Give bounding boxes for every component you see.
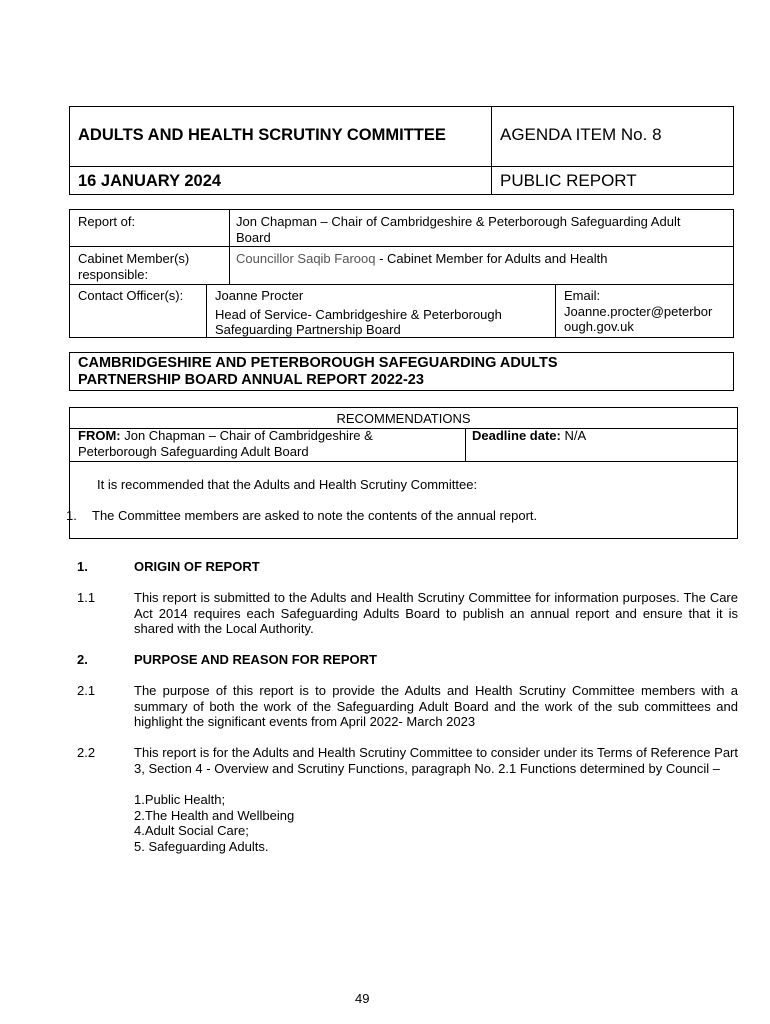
- recommendations-deadline: [472, 428, 586, 444]
- section-2-2-list-item: 5. Safeguarding Adults.: [134, 839, 269, 854]
- details-col-divider-email: [555, 284, 556, 338]
- section-1-1-number: 1.1: [77, 590, 96, 605]
- email-value-line1[interactable]: Joanne.procter@peterbor: [564, 304, 713, 319]
- cabinet-member-role: - Cabinet Member for Adults and Health: [375, 251, 608, 266]
- details-row-divider-1: [69, 246, 734, 247]
- from-label: FROM:: [78, 428, 121, 443]
- report-of-value-line1: Jon Chapman – Chair of Cambridgeshire & Peterborough Safeguarding Adult: [236, 214, 681, 229]
- section-2-2-number: 2.2: [77, 745, 96, 760]
- details-col-divider-contact: [206, 284, 207, 338]
- report-of-value-line2: Board: [236, 230, 271, 245]
- header-divider-vertical: [491, 106, 492, 195]
- email-label: Email:: [564, 288, 601, 303]
- section-1-1-text: This report is submitted to the Adults and Health Scrutiny Committee for information purposes. The Care Act 2014 requires each Safeguarding Adults Board to publish an annual report and ensure that it is shared with the Local Authority.: [134, 590, 738, 636]
- committee-name: ADULTS AND HEALTH SCRUTINY COMMITTEE: [78, 126, 446, 144]
- section-2-1-text: The purpose of this report is to provide the Adults and Health Scrutiny Committee members with a summary of both the work of the Safeguarding Adult Board and the work of the sub committees and highlight the significant events from April 2022- March 2023: [134, 683, 738, 729]
- agenda-item: AGENDA ITEM No. 8: [500, 125, 662, 144]
- report-title-line1: CAMBRIDGESHIRE AND PETERBOROUGH SAFEGUARDING ADULTS: [78, 355, 558, 371]
- recommendation-item-number: 1.: [66, 508, 77, 523]
- section-1-number: 1.: [77, 559, 88, 574]
- contact-name: Joanne Procter: [215, 288, 304, 303]
- details-row-divider-2: [69, 284, 734, 285]
- cabinet-member: [236, 251, 607, 267]
- cabinet-label-line1: Cabinet Member(s): [78, 251, 190, 266]
- header-divider-horizontal: [69, 166, 734, 167]
- recommendations-col-divider: [465, 428, 466, 461]
- section-2-2-list-item: 4.Adult Social Care;: [134, 823, 249, 838]
- section-2-number: 2.: [77, 652, 88, 667]
- section-2-2-text: This report is for the Adults and Health Scrutiny Committee to consider under its Terms of Reference Part 3, Section 4 - Overview and Scrutiny Functions, paragraph No. 2.1 Functions determined by Council –: [134, 745, 738, 776]
- cabinet-label-line2: responsible:: [78, 267, 149, 282]
- section-2-2-list-item: 1.Public Health;: [134, 792, 226, 807]
- section-2-1-number: 2.1: [77, 683, 96, 698]
- contact-role-line1: Head of Service- Cambridgeshire & Peterborough: [215, 307, 502, 322]
- report-title-line2: PARTNERSHIP BOARD ANNUAL REPORT 2022-23: [78, 372, 424, 388]
- section-2-2-list-item: 2.The Health and Wellbeing: [134, 808, 295, 823]
- from-value-line1: Jon Chapman – Chair of Cambridgeshire &: [120, 428, 373, 443]
- cabinet-member-name: Councillor Saqib Farooq: [236, 251, 376, 266]
- section-1-title: ORIGIN OF REPORT: [134, 559, 260, 574]
- page-number: 49: [355, 991, 370, 1006]
- recommendations-from: [78, 428, 373, 444]
- recommendations-intro: It is recommended that the Adults and Health Scrutiny Committee:: [97, 477, 478, 492]
- deadline-label: Deadline date:: [472, 428, 561, 443]
- from-value-line2: Peterborough Safeguarding Adult Board: [78, 444, 309, 459]
- report-of-label: Report of:: [78, 214, 136, 229]
- report-type: PUBLIC REPORT: [500, 171, 637, 190]
- recommendations-heading: RECOMMENDATIONS: [336, 411, 471, 426]
- recommendations-from-divider: [69, 461, 738, 462]
- section-2-title: PURPOSE AND REASON FOR REPORT: [134, 652, 377, 667]
- contact-label: Contact Officer(s):: [78, 288, 184, 303]
- details-col-divider-top: [229, 209, 230, 284]
- meeting-date: 16 JANUARY 2024: [78, 172, 222, 190]
- recommendation-item-text: The Committee members are asked to note the contents of the annual report.: [92, 508, 538, 523]
- contact-role-line2: Safeguarding Partnership Board: [215, 322, 401, 337]
- deadline-value: N/A: [560, 428, 587, 443]
- email-value-line2[interactable]: ough.gov.uk: [564, 319, 634, 334]
